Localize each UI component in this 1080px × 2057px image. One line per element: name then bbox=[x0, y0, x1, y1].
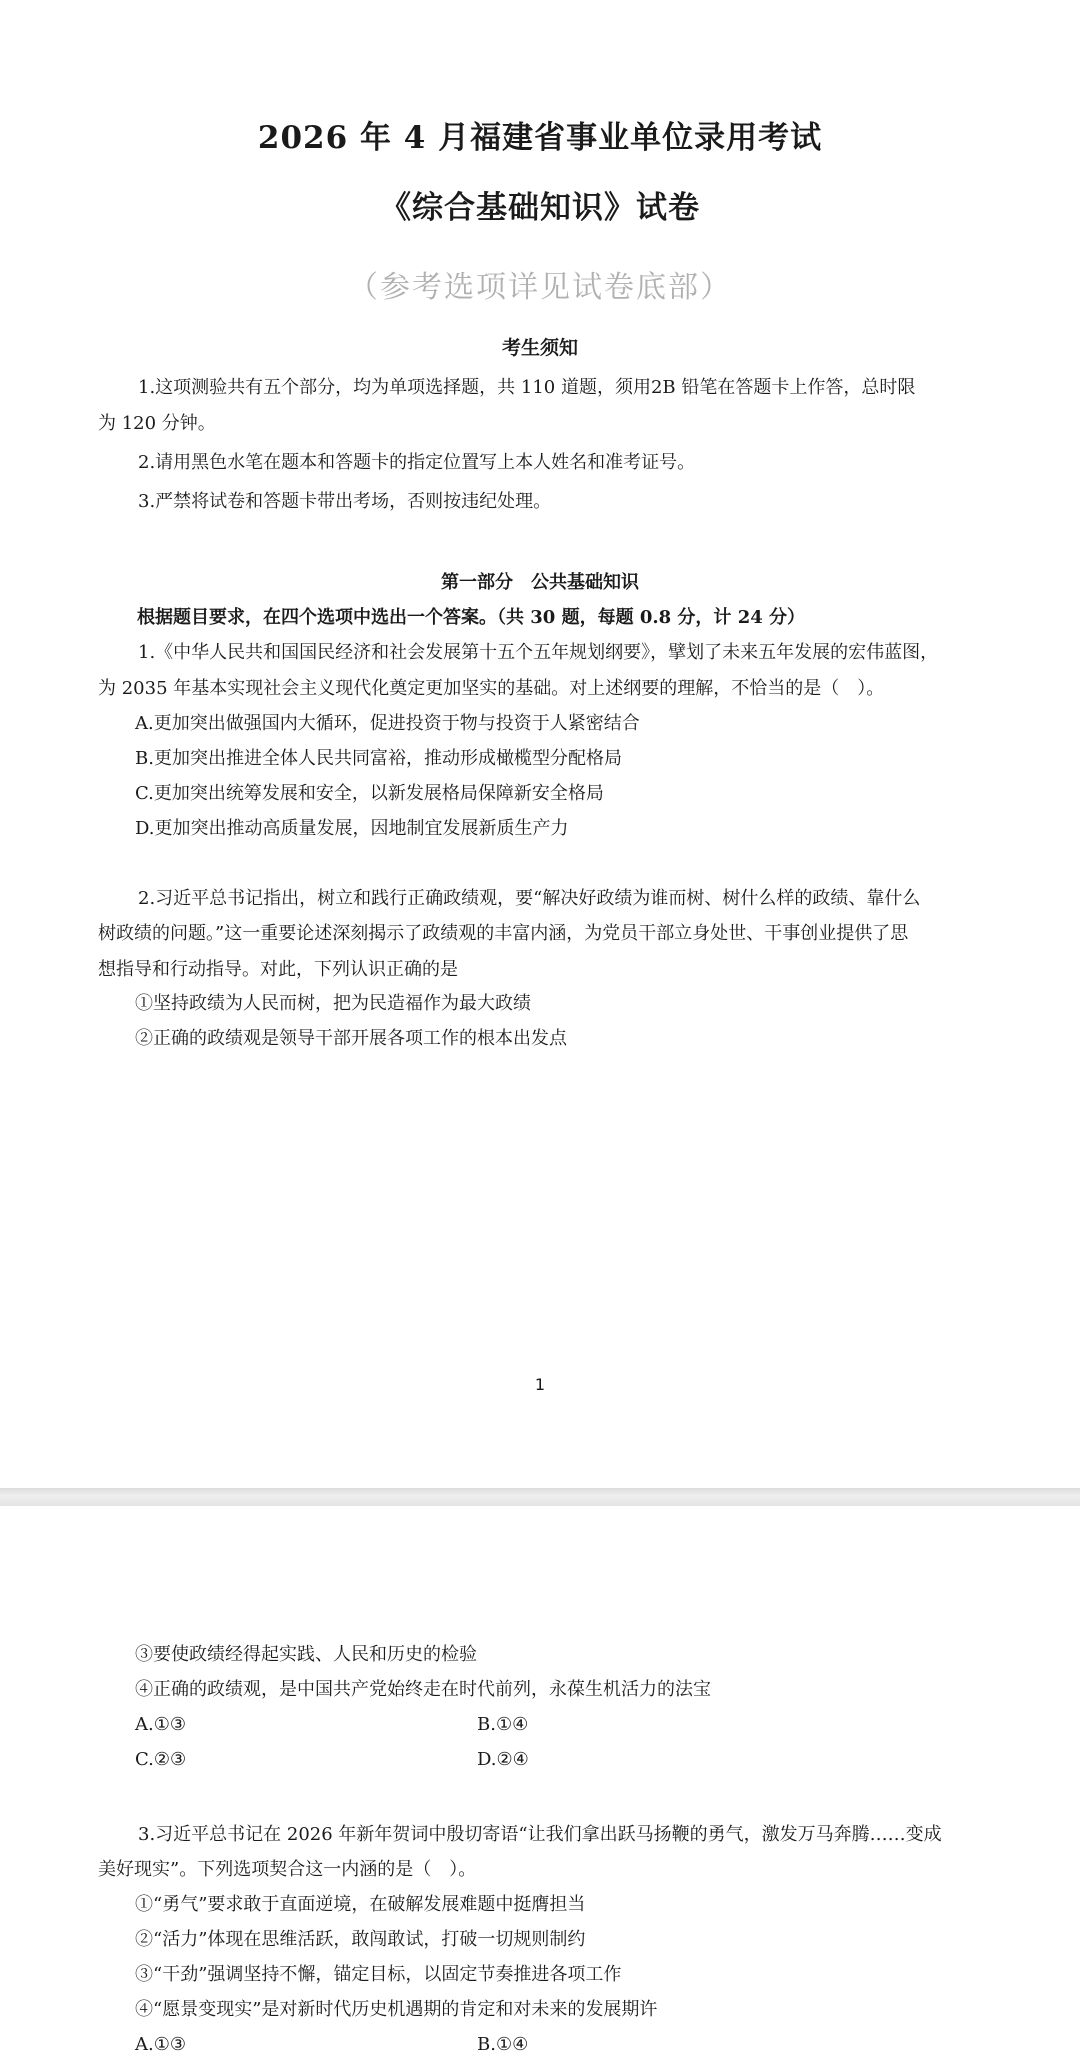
q2-option-c: C.②③ bbox=[135, 1749, 187, 1770]
page-number: 1 bbox=[534, 1375, 546, 1394]
q2-statement-1: ①坚持政绩为人民而树，把为民造福作为最大政绩 bbox=[135, 993, 531, 1014]
q3-statement-1: ①“勇气”要求敢于直面逆境，在破解发展难题中挺膺担当 bbox=[135, 1894, 586, 1915]
q3-statement-2: ②“活力”体现在思维活跃，敢闯敢试，打破一切规则制约 bbox=[135, 1929, 586, 1950]
q3-stem-line1: 3.习近平总书记在 2026 年新年贺词中殷切寄语“让我们拿出跃马扬鞭的勇气，激发万马奔腾……变成 bbox=[138, 1824, 942, 1845]
notice-item-2: 2.请用黑色水笔在题本和答题卡的指定位置写上本人姓名和准考证号。 bbox=[138, 452, 696, 473]
section-title: 第一部分 公共基础知识 bbox=[441, 572, 639, 593]
q2-option-a: A.①③ bbox=[135, 1714, 186, 1735]
page-separator bbox=[0, 1488, 1080, 1506]
q3-stem-line2: 美好现实”。下列选项契合这一内涵的是（ ）。 bbox=[98, 1859, 477, 1880]
q1-option-d: D.更加突出推动高质量发展，因地制宜发展新质生产力 bbox=[135, 818, 569, 839]
q2-stem-line2: 树政绩的问题。”这一重要论述深刻揭示了政绩观的丰富内涵，为党员干部立身处世、干事创业提供了思 bbox=[98, 923, 909, 944]
q1-option-c: C.更加突出统筹发展和安全，以新发展格局保障新安全格局 bbox=[135, 783, 604, 804]
exam-page-2 bbox=[0, 1506, 1080, 2055]
q1-stem-line1: 1.《中华人民共和国国民经济和社会发展第十五个五年规划纲要》，擘划了未来五年发展的宏伟蓝图， bbox=[138, 642, 939, 663]
notice-item-1b: 为 120 分钟。 bbox=[98, 413, 216, 434]
q2-option-b: B.①④ bbox=[477, 1714, 529, 1735]
q2-statement-3: ③要使政绩经得起实践、人民和历史的检验 bbox=[135, 1644, 477, 1665]
q2-statement-4: ④正确的政绩观，是中国共产党始终走在时代前列，永葆生机活力的法宝 bbox=[135, 1679, 711, 1700]
q1-option-b: B.更加突出推进全体人民共同富裕，推动形成橄榄型分配格局 bbox=[135, 748, 622, 769]
notice-item-1a: 1.这项测验共有五个部分，均为单项选择题，共 110 道题，须用2B 铅笔在答题卡上作答，总时限 bbox=[138, 377, 916, 398]
notice-heading: 考生须知 bbox=[501, 337, 578, 359]
q3-statement-3: ③“干劲”强调坚持不懈，锚定目标，以固定节奏推进各项工作 bbox=[135, 1964, 622, 1985]
notice-item-3: 3.严禁将试卷和答题卡带出考场，否则按违纪处理。 bbox=[138, 491, 552, 512]
exam-title-line1: 2026 年 4 月福建省事业单位录用考试 bbox=[257, 120, 823, 156]
q3-option-a: A.①③ bbox=[135, 2034, 186, 2055]
q3-statement-4: ④“愿景变现实”是对新时代历史机遇期的肯定和对未来的发展期许 bbox=[135, 1999, 658, 2020]
q2-statement-2: ②正确的政绩观是领导干部开展各项工作的根本出发点 bbox=[135, 1028, 567, 1049]
exam-title-line2: 《综合基础知识》试卷 bbox=[380, 190, 700, 226]
q3-option-b: B.①④ bbox=[477, 2034, 529, 2055]
section-instruction: 根据题目要求，在四个选项中选出一个答案。（共 30 题，每题 0.8 分，计 24 分） bbox=[137, 607, 806, 628]
answer-note: （参考选项详见试卷底部） bbox=[348, 270, 732, 305]
q2-option-d: D.②④ bbox=[477, 1749, 529, 1770]
q1-stem-line2: 为 2035 年基本实现社会主义现代化奠定更加坚实的基础。对上述纲要的理解，不恰当的是（ ）。 bbox=[98, 678, 885, 699]
q2-stem-line1: 2.习近平总书记指出，树立和践行正确政绩观，要“解决好政绩为谁而树、树什么样的政绩、靠什么 bbox=[138, 888, 921, 909]
q1-option-a: A.更加突出做强国内大循环，促进投资于物与投资于人紧密结合 bbox=[135, 713, 640, 734]
q2-stem-line3: 想指导和行动指导。对此，下列认识正确的是 bbox=[98, 959, 458, 980]
